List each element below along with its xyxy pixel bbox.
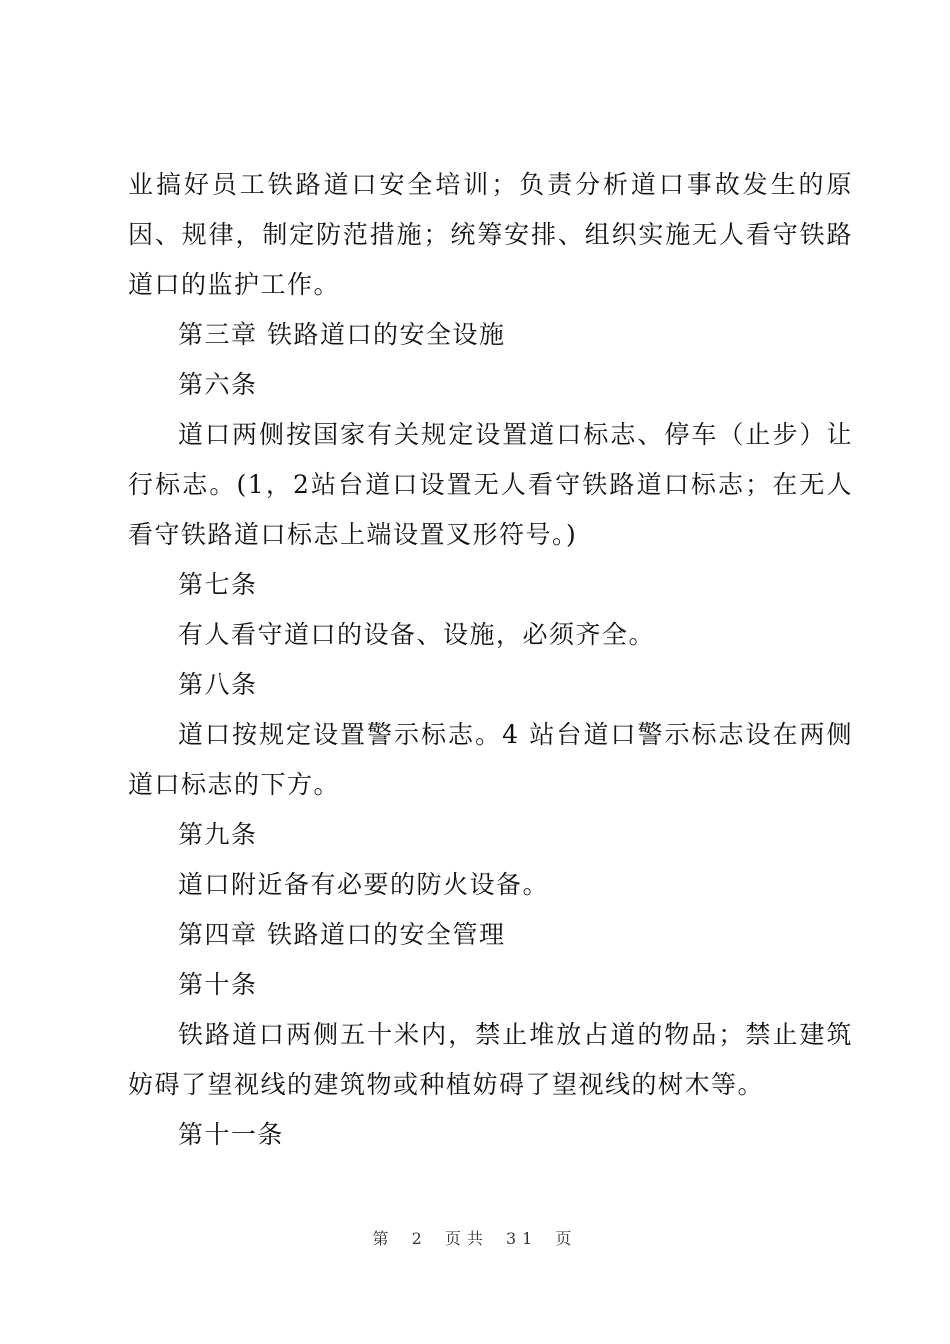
paragraph-continuation: 业搞好员工铁路道口安全培训；负责分析道口事故发生的原因、规律，制定防范措施；统筹安排、组织实施无人看守铁路道口的监护工作。	[128, 170, 853, 299]
document-body	[128, 160, 853, 1160]
article-heading-8: 第八条	[178, 670, 258, 699]
chapter-heading-4: 第四章 铁路道口的安全管理	[178, 920, 506, 949]
chapter-heading-3: 第三章 铁路道口的安全设施	[178, 320, 506, 349]
article-heading-9: 第九条	[178, 820, 258, 849]
article-10-text: 铁路道口两侧五十米内，禁止堆放占道的物品；禁止建筑妨碍了望视线的建筑物或种植妨碍了望视线的树木等。	[128, 1020, 853, 1099]
article-heading-6: 第六条	[178, 370, 258, 399]
article-7-text: 有人看守道口的设备、设施，必须齐全。	[178, 620, 656, 649]
article-heading-11: 第十一条	[178, 1120, 285, 1149]
article-heading-10: 第十条	[178, 970, 258, 999]
page-footer: 第 2 页共 31 页	[372, 1229, 578, 1248]
article-9-text: 道口附近备有必要的防火设备。	[178, 870, 550, 899]
article-heading-7: 第七条	[178, 570, 258, 599]
article-8-text: 道口按规定设置警示标志。4 站台道口警示标志设在两侧道口标志的下方。	[128, 720, 853, 799]
article-6-text: 道口两侧按国家有关规定设置道口标志、停车（止步）让行标志。(1，2站台道口设置无人看守铁路道口标志；在无人看守铁路道口标志上端设置叉形符号。)	[128, 420, 853, 549]
